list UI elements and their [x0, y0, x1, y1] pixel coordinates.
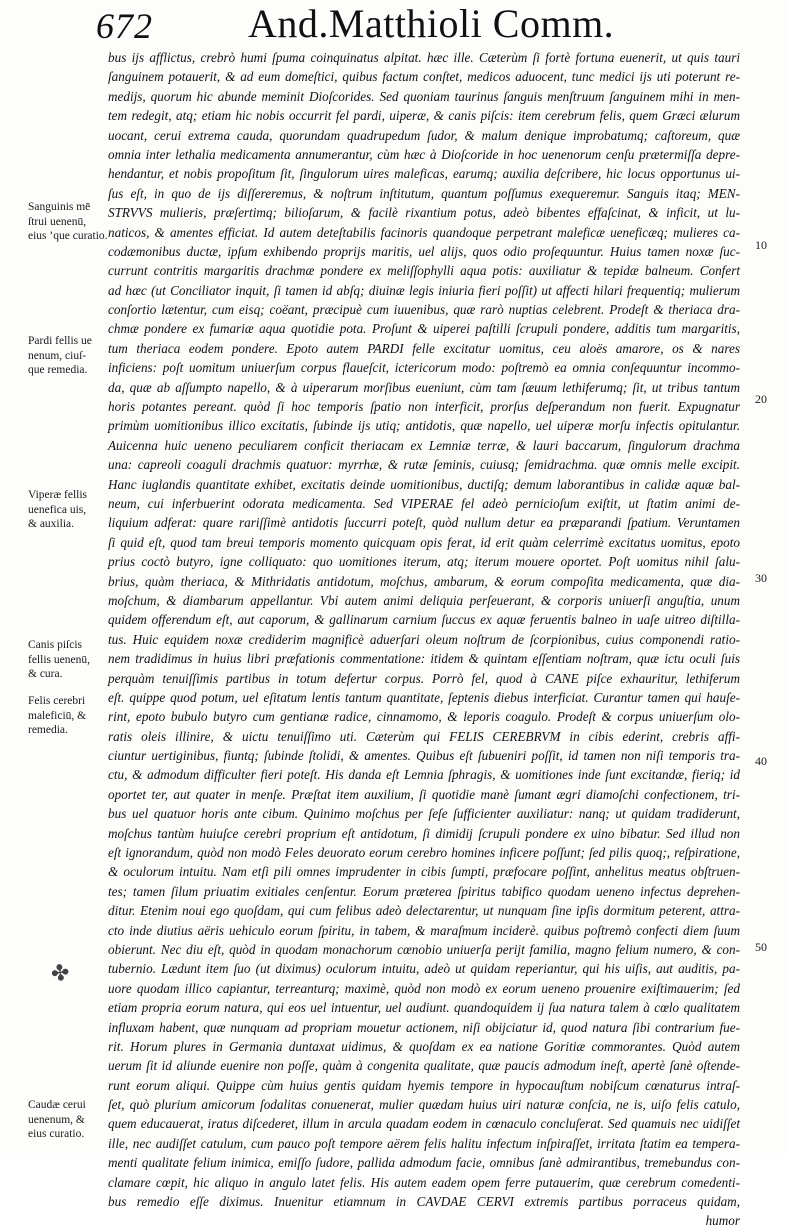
- margin-column: [0, 0, 108, 1154]
- text-line: ad hæc (ut Conciliator inquit, ſi tamen id abſq; diuinæ legis iniuria fieri poſſit) ut affecti hilari frequentiq; mulierum: [108, 282, 740, 298]
- margin-note-pardi: Pardi fellis ue nenum, ciuſ- que remedia.: [28, 335, 92, 376]
- page-number: 672: [96, 6, 153, 46]
- text-line: obierunt. Nec diu eſt, quòd in quodam monachorum cœnobio uniuerſa perijt familia, magno felium numero, & con-: [108, 941, 740, 957]
- text-line: ſet, quò plurium amicorum ſodalitas conuenerat, mulier quædam huius uiri naturæ conſcia, ne is, uiſo felis catulo,: [108, 1097, 740, 1113]
- text-line: uocant, cerui extrema cauda, quorundam quadrupedum ſudor, & malum denique improbatumq; caſtoreum, quæ: [108, 127, 740, 143]
- text-line: perquàm tenuiſſimis partibus in totum defertur corpus. Porrò fel, quod à CANE piſce exhauritur, lethiferum: [108, 670, 740, 686]
- text-line: eſt ignorandum, quòd non modò Feles deuorato eorum cerebro homines inficere poſſunt; ſed pilis quoq;, reſpiratione,: [108, 845, 740, 861]
- text-line: prius coctò butyro, igne colliquato: quo uomitiones iterum, atq; iterum mouere oportet. Poſt uomitus nihil ſalu-: [108, 554, 740, 570]
- text-line: influxam habent, quæ nunquam ad propriam mouetur actionem, niſi obijciatur id, quod natura ſibi contrarium fue-: [108, 1019, 740, 1035]
- text-line: quidem offerendum eſt, aut caporum, & gallinarum carnium ſuccus ex aquæ feruentis balneo in uaſe uitreo diſtilla-: [108, 612, 740, 628]
- text-line: ctu, & admodum difficulter fieri poteſt. His danda eſt Lemnia ſphragis, & uomitiones inde ſunt excitandæ, fieriq; id: [108, 767, 740, 783]
- text-line: Hanc iuglandis quantitate exhibet, excitatis deinde uomitionibus, ductiſq; demum laborantibus in calidæ aquæ bal-: [108, 476, 740, 492]
- text-line: una: capreoli coaguli drachmis quatuor: myrrhæ, & rutæ ſeminis, cuiusq; ſemidrachma. quæ omnis melle excipit.: [108, 457, 740, 473]
- margin-note-viperae: Viperæ fellis uenefica uis, & auxilia.: [28, 489, 88, 530]
- text-line: uore quodam illico capiantur, terreanturq; maximè, quòd non modò ex eorum ueneno prouenire exiſtimauerim; ſed: [108, 980, 740, 996]
- text-line: ſi quid eſt, quod tam breui temporis momento quicquam opis ferat, id erit quàm celerrimè excitatus uomitus, epoto: [108, 534, 740, 550]
- text-line: uerum ſit id aliunde euenire non poſſe, quàm à congenita qualitate, quæ paucis admodum ineſt, apertè ſanè oſtende-: [108, 1058, 740, 1074]
- line-number-50: 50: [755, 940, 767, 954]
- text-line: etiam propria eorum natura, qui eos uel intuentur, uel audiunt. quandoquidem ij ſua natura talem à cœlo qualitatem: [108, 1000, 740, 1016]
- text-line: bus uel quatuor horis ante cibum. Quinimo moſchus per ſeſe ſufficienter auxiliatur: nanq; ut quidam tradiderunt,: [108, 806, 740, 822]
- text-line: liquium adferat: quare rariſſimè antidotis ſuccurri poteſt, quòd nullum detur ea præparandi ſpatium. Veruntamen: [108, 515, 740, 531]
- text-line: tum theriaca eodem pondere. Epoto autem PARDI felle excitatur uomitus, ceu aloës amarore, os & nares: [108, 340, 740, 356]
- text-line: conſortio lætentur, cum eisq; coëant, præcipuè cum iuuenibus, quæ rarò nuptias celebrent. Prodeſt & theriaca dra-: [108, 302, 740, 318]
- text-line: nem tradidimus in huius libri præfationis commentatione: itidem & quintam eſſentiam noſtram, quæ ictu oculi ſuis: [108, 651, 740, 667]
- text-line: inficiens: poſt uomitum uniuerſum corpus flaueſcit, ictericorum modo: poſtremò ea omnia conſequuntur incommo-: [108, 360, 740, 376]
- text-line: moſchum, & diambarum appellantur. Vbi autem animi deliquia perſeuerant, & corporis uniuerſi anguſtia, unum: [108, 592, 740, 608]
- text-line: tubernio. Lædunt item ſuo (ut diximus) oculorum intuitu, adeò ut quidam reperiantur, qui his uiſis, aut auditis, pa-: [108, 961, 740, 977]
- ink-blot-mark: ✤: [49, 959, 72, 987]
- text-line: chmæ pondere ex fumariæ aqua quotidie pota. Proſunt & uiperei paſtilli ſcrupuli pondere, additis tum margaritis,: [108, 321, 740, 337]
- text-line: menti qualitate felium inimica, emiſſo ſudore, pallida admodum facie, omnibus ſanè admirantibus, tremebundus con-: [108, 1155, 740, 1171]
- text-line: eſt. quippe quod potum, uel eſitatum lentis tantum quantitate, ſeptenis diebus interficiat. Curantur tamen qui hauſe-: [108, 689, 740, 705]
- page-header: [96, 2, 716, 50]
- margin-note-sanguinis: Sanguinis mē ſtrui uenenū, eius ’que curatio.: [28, 201, 108, 242]
- text-line: omnia inter lethalia medicamenta annumerantur, cùm hæc à Dioſcoride in hoc uenenorum cenſu prætermiſſa depre-: [108, 146, 740, 162]
- text-line: STRVVS mulieris, præſertimq; bilioſarum, & facilè rixantium potus, adeò bibentes effaſcinat, & inficit, ut lu-: [108, 205, 740, 221]
- text-line: cto inde diutius aëris uehiculo eorum ſpiritu, in tabem, & maraſmum inciderè. quibus poſtremò confecti diem ſuum: [108, 922, 740, 938]
- text-line: currunt contritis margaritis drachmæ pondere ex meliſſophylli aqua potis: auxiliatur & tepidæ balneum. Confert: [108, 263, 740, 279]
- text-line: clamare cœpit, hic aliquo in angulo latet felis. His autem eadem opem ferre putauerim, quæ cerebrum comedenti-: [108, 1174, 740, 1190]
- line-number-10: 10: [755, 238, 767, 252]
- text-line: humor: [705, 1213, 740, 1229]
- text-line: medijs, quorum hic abunde meminit Dioſcorides. Sed quoniam taurinus ſanguis menſtruum ſanguinem mihi in men-: [108, 88, 740, 104]
- text-line: naticos, & amentes efficiat. Id autem deteſtabilis facinoris quandoque perpetrant maleficæ ueneficæq; mulieres ca-: [108, 224, 740, 240]
- text-line: Auicenna huic ueneno peculiarem conficit theriacam ex Lemniæ terræ, & lauri baccarum, ſingulorum drachma: [108, 437, 740, 453]
- body-text: [108, 48, 740, 1231]
- text-line: ſus eſt, in quo de ijs diſſereremus, & noſtrum inſtitutum, quantum poſſumus exequeremur. Sanguis itaq; MEN-: [108, 185, 740, 201]
- text-line: runt eorum aliqui. Quippe cùm huius gentis quidam hyemis tempore in hypocauſtum nobiſcum cœnaturus intraſ-: [108, 1077, 740, 1093]
- line-number-40: 40: [755, 754, 767, 768]
- text-line: primùm uomitionibus illico excitatis, ſubinde ijs utiq; antidotis, quæ napello, uel uiperæ morſu infectis opitulantur.: [108, 418, 740, 434]
- text-line: ditur. Etenim noui ego quoſdam, qui cum felibus adeò delectarentur, ut nunquam ſine ipſis dormitum peterent, attra-: [108, 903, 740, 919]
- text-line: moſchus tantùm huiuſce cerebri proprium eſt antidotum, ſi dimidij ſcrupuli pondere ex uino bibatur. Sed illud non: [108, 825, 740, 841]
- text-line: da, quæ ab aſſumpto napello, & à uiperarum morſibus eueniunt, cùm tam ſæuum lethiferumq; ſit, ut tribus tantum: [108, 379, 740, 395]
- margin-note-caudae: Caudæ cerui uenenum, & eius curatio.: [28, 1099, 86, 1140]
- text-line: bus remedio eſſe diximus. Inuenitur etiamnum in CAVDAE CERVI extremis partibus porraceus quidam,: [108, 1194, 740, 1210]
- text-line: tes; tamen ſilum priuatim exitiales cenſentur. Eorum præterea ſpiritus tabifico quodam ueneno infectus deprehen-: [108, 883, 740, 899]
- text-line: ſanguinem potauerit, & ad eum domeſtici, quibus factum conſtet, medicos aduocent, tunc medici ijs uti poterunt re-: [108, 69, 740, 85]
- text-line: tus. Huic equidem noxæ crediderim magnificè aduerſari oleum noſtrum de ſcorpionibus, cuius componendi ratio-: [108, 631, 740, 647]
- text-line: neum, cui inferbuerint odorata medicamenta. Sed VIPERAE fel adeò pernicioſum exiſtit, ut ſtatim animi de-: [108, 495, 740, 511]
- text-line: rit. Horum plures in Germania duntaxat uidimus, & quoſdam ex ea natione Goritiæ commorantes. Quòd autem: [108, 1038, 740, 1054]
- text-line: ciuntur uertiginibus, fiuntq; ſubinde ſtolidi, & amentes. Quibus eſt ſubueniri poſſit, id tamen non niſi temporis tra-: [108, 748, 740, 764]
- text-line: ille, nec audiſſet catulum, cum pauco poſt tempore aërem felis halitu infectum inſpiraſſet, irritata ſtatim ea tempera-: [108, 1135, 740, 1151]
- running-head: And.Matthioli Comm.: [248, 1, 615, 46]
- text-line: tem redegit, atq; etiam hic nobis occurrit fel pardi, uiperæ, & canis piſcis: item cerebrum felis, quem Græci ælurum: [108, 108, 740, 124]
- line-number-30: 30: [755, 571, 767, 585]
- text-line: bus ijs afflictus, crebrò humi ſpuma coinquinatus alpitat. hæc ille. Cæterùm ſi fortè fortuna euenerit, ut quis tauri: [108, 50, 740, 65]
- text-line: rint, epoto bubulo butyro cum gentianæ radice, cinnamomo, & leporis coagulo. Prodeſt & corpus uniuerſum olo-: [108, 709, 740, 725]
- text-line: codæmonibus ductæ, ipſum exhibendo proprijs maritis, uel alijs, quos odio proſequuntur. Huius tamen noxæ ſuc-: [108, 243, 740, 259]
- margin-note-felis: Felis cerebri maleficiū, & remedia.: [28, 695, 87, 736]
- text-line: ratis oleis illinire, & uictu tenuiſſimo uti. Cæterùm qui FELIS CEREBRVM in cibis ederint, crebris affi-: [108, 728, 740, 744]
- text-line: & oculorum intuitu. Nam etſi pili omnes imprudenter in cibis ſumpti, præfocare poſſint, anhelitus meatus obſtruen-: [108, 864, 740, 880]
- text-line: hendantur, et nobis propoſitum ſit, ſingulorum uires maleficas, earumq; auxilia deſcribere, hic locus opportunus ui-: [108, 166, 740, 182]
- text-line: oportet ter, aut quater in menſe. Præſtat item auxilium, ſi quotidie manè ſumant ægri diamoſchi confectionem, tri-: [108, 786, 740, 802]
- text-line: quem educauerat, iratus diſcederet, illum in arcula quadam eodem in cœnaculo concluſerat. Sed quamuis nec uidiſſet: [108, 1116, 740, 1132]
- text-line: horis potantes pereant. quòd ſi hoc temporis ſpatio non interficit, prorſus deſperandum non fuerit. Expugnatur: [108, 399, 740, 415]
- line-number-20: 20: [755, 392, 767, 406]
- margin-note-canis: Canis piſcis fellis uenenū, & cura.: [28, 639, 90, 680]
- text-line: brius, quàm theriaca, & Mithridatis antidotum, moſchus, ambarum, & eorum compoſita medicamenta, quæ dia-: [108, 573, 740, 589]
